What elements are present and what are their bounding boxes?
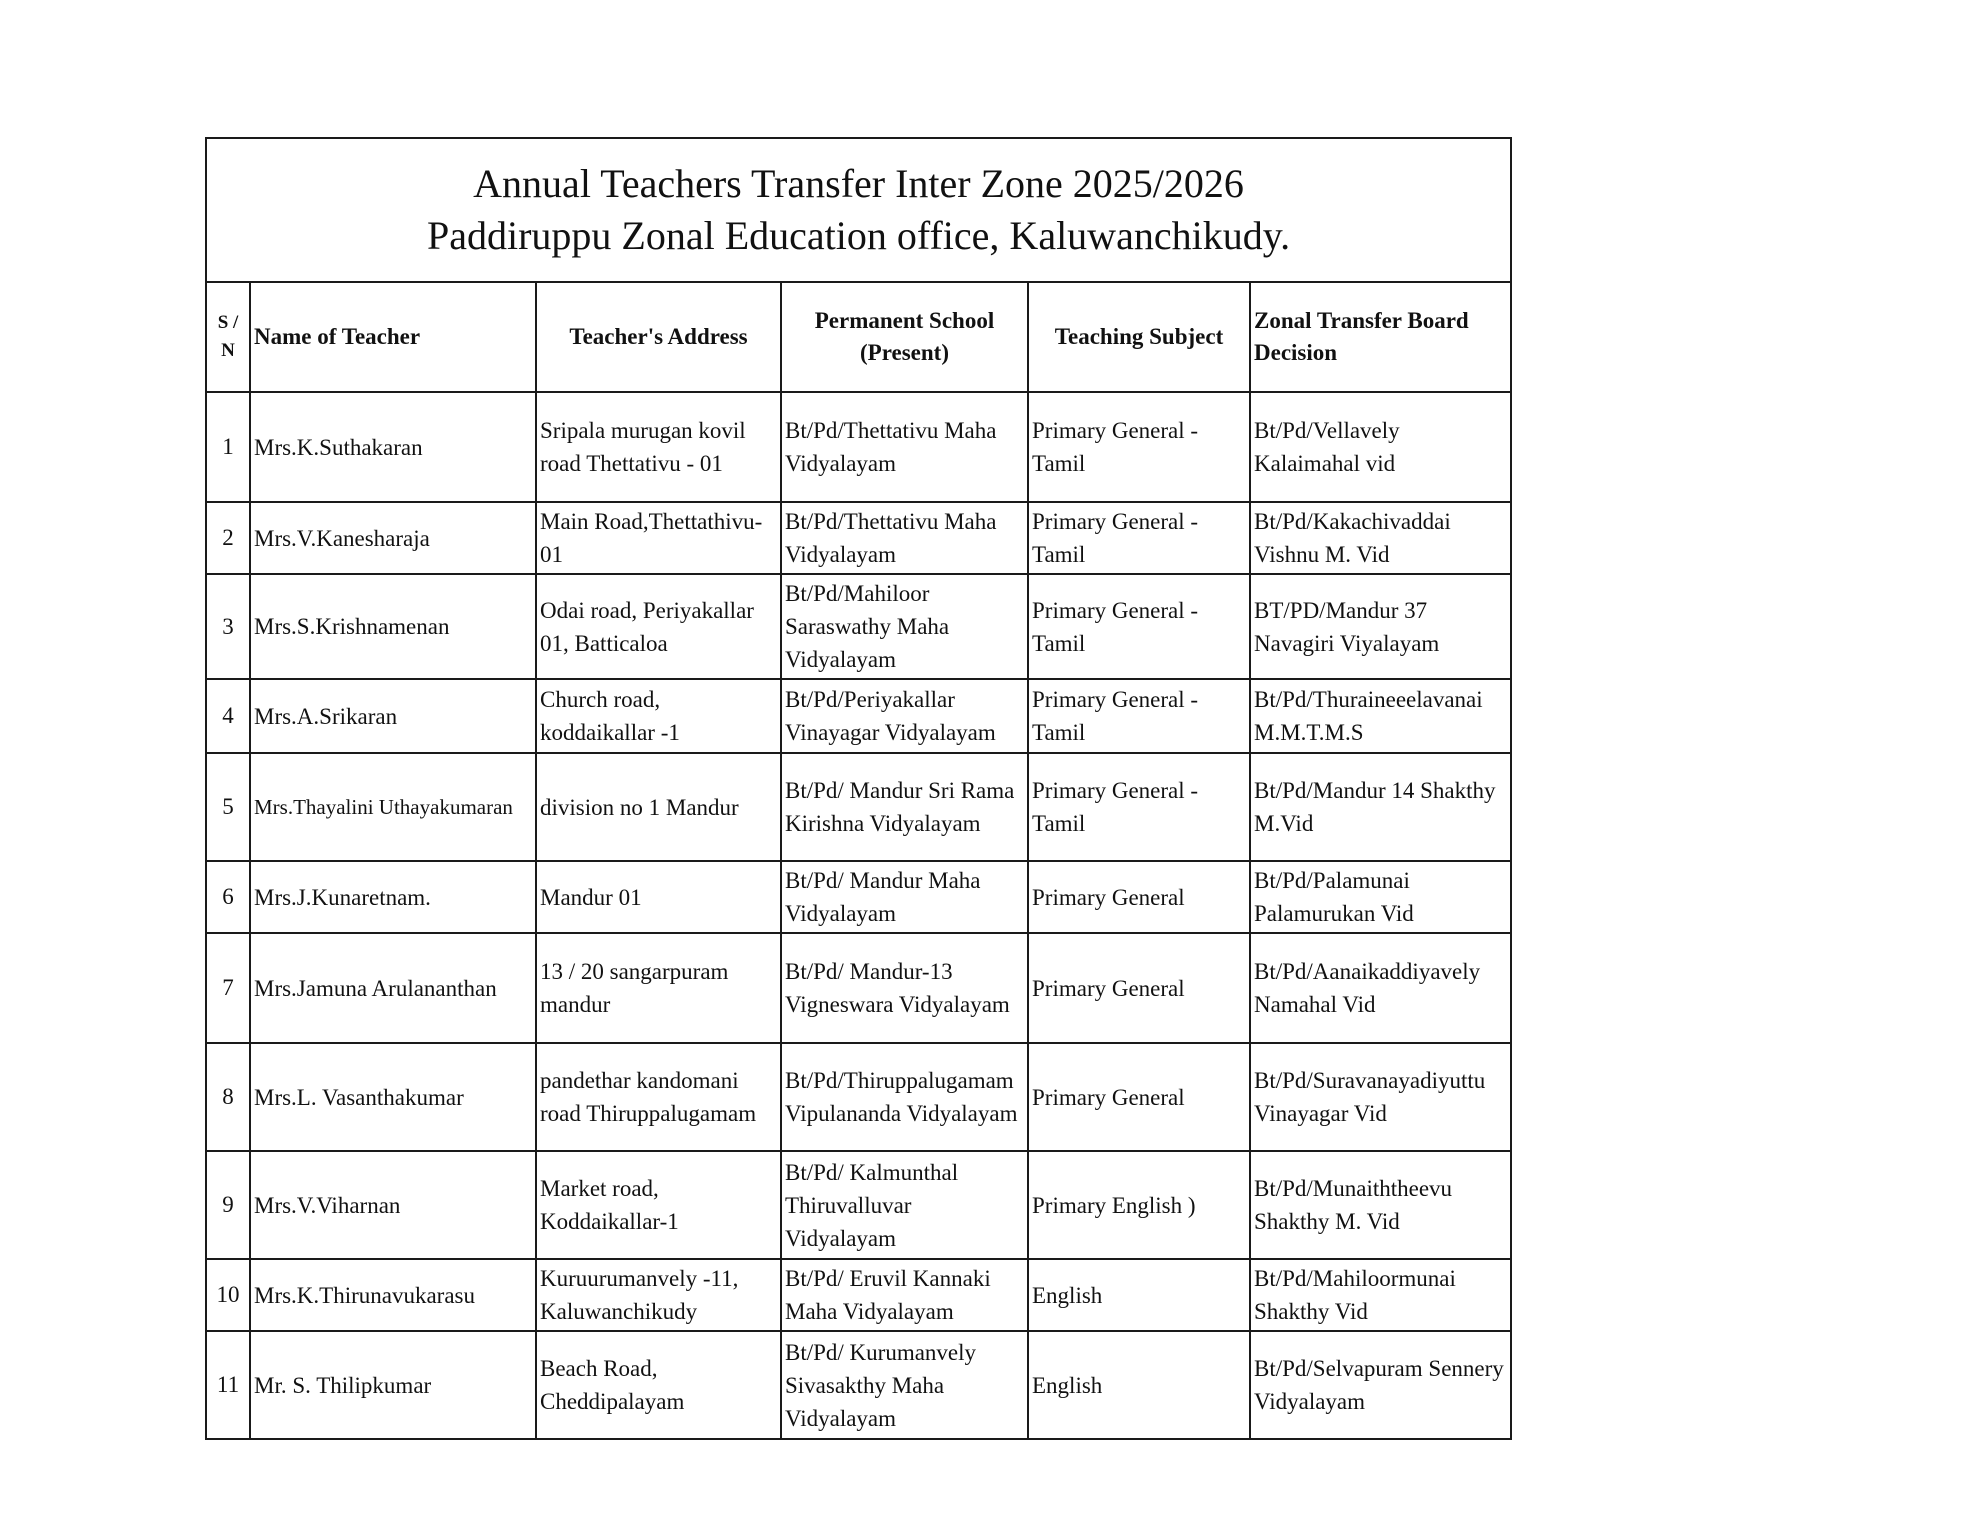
table-row	[206, 1331, 1511, 1439]
row-teacher-name: Mr. S. Thilipkumar	[250, 1331, 536, 1439]
header-decision: Zonal Transfer Board Decision	[1250, 282, 1511, 392]
table-row	[206, 574, 1511, 679]
row-sn: 11	[206, 1331, 250, 1439]
row-permanent-school: Bt/Pd/Thettativu Maha Vidyalayam	[781, 502, 1028, 574]
row-teacher-address: 13 / 20 sangarpuram mandur	[536, 933, 781, 1043]
row-permanent-school: Bt/Pd/Periyakallar Vinayagar Vidyalayam	[781, 679, 1028, 753]
table-row	[206, 679, 1511, 753]
row-teacher-name: Mrs.J.Kunaretnam.	[250, 861, 536, 933]
row-permanent-school: Bt/Pd/ Mandur-13 Vigneswara Vidyalayam	[781, 933, 1028, 1043]
row-decision: Bt/Pd/Vellavely Kalaimahal vid	[1250, 392, 1511, 502]
row-teaching-subject: Primary General - Tamil	[1028, 753, 1250, 861]
table-row	[206, 861, 1511, 933]
table-row	[206, 502, 1511, 574]
header-permanent-school: Permanent School (Present)	[781, 282, 1028, 392]
row-decision: Bt/Pd/Aanaikaddiyavely Namahal Vid	[1250, 933, 1511, 1043]
row-teacher-address: Sripala murugan kovil road Thettativu - 01	[536, 392, 781, 502]
row-teaching-subject: English	[1028, 1259, 1250, 1331]
row-teaching-subject: Primary General - Tamil	[1028, 574, 1250, 679]
row-teacher-address: division no 1 Mandur	[536, 753, 781, 861]
row-decision: Bt/Pd/Munaiththeevu Shakthy M. Vid	[1250, 1151, 1511, 1259]
row-teaching-subject: Primary General	[1028, 861, 1250, 933]
table-header-row	[206, 282, 1511, 392]
table-row	[206, 753, 1511, 861]
row-teacher-name: Mrs.S.Krishnamenan	[250, 574, 536, 679]
row-teacher-name: Mrs.V.Viharnan	[250, 1151, 536, 1259]
row-permanent-school: Bt/Pd/ Mandur Sri Rama Kirishna Vidyalayam	[781, 753, 1028, 861]
row-sn: 2	[206, 502, 250, 574]
row-permanent-school: Bt/Pd/ Kurumanvely Sivasakthy Maha Vidyalayam	[781, 1331, 1028, 1439]
row-teacher-name: Mrs.K.Thirunavukarasu	[250, 1259, 536, 1331]
row-sn: 10	[206, 1259, 250, 1331]
transfer-table	[205, 137, 1512, 1440]
row-decision: Bt/Pd/Suravanayadiyuttu Vinayagar Vid	[1250, 1043, 1511, 1151]
row-permanent-school: Bt/Pd/ Eruvil Kannaki Maha Vidyalayam	[781, 1259, 1028, 1331]
row-teaching-subject: Primary General	[1028, 1043, 1250, 1151]
row-permanent-school: Bt/Pd/Thettativu Maha Vidyalayam	[781, 392, 1028, 502]
row-sn: 5	[206, 753, 250, 861]
row-sn: 9	[206, 1151, 250, 1259]
row-teacher-name: Mrs.V.Kanesharaja	[250, 502, 536, 574]
row-permanent-school: Bt/Pd/ Mandur Maha Vidyalayam	[781, 861, 1028, 933]
header-name: Name of Teacher	[250, 282, 536, 392]
header-subject: Teaching Subject	[1028, 282, 1250, 392]
row-decision: Bt/Pd/Palamunai Palamurukan Vid	[1250, 861, 1511, 933]
table-row	[206, 1151, 1511, 1259]
row-sn: 1	[206, 392, 250, 502]
title-line-2: Paddiruppu Zonal Education office, Kaluwanchikudy.	[426, 213, 1291, 258]
row-teaching-subject: Primary General - Tamil	[1028, 679, 1250, 753]
transfer-document	[205, 137, 1510, 1440]
table-row	[206, 392, 1511, 502]
row-sn: 8	[206, 1043, 250, 1151]
row-decision: Bt/Pd/Kakachivaddai Vishnu M. Vid	[1250, 502, 1511, 574]
row-decision: Bt/Pd/Mandur 14 Shakthy M.Vid	[1250, 753, 1511, 861]
title-line-1: Annual Teachers Transfer Inter Zone 2025/2026	[473, 161, 1244, 206]
row-teacher-address: Main Road,Thettathivu-01	[536, 502, 781, 574]
header-sn: S / N	[206, 282, 250, 392]
row-teacher-name: Mrs.Jamuna Arulananthan	[250, 933, 536, 1043]
row-permanent-school: Bt/Pd/ Kalmunthal Thiruvalluvar Vidyalayam	[781, 1151, 1028, 1259]
row-teacher-address: Odai road, Periyakallar 01, Batticaloa	[536, 574, 781, 679]
row-teaching-subject: English	[1028, 1331, 1250, 1439]
row-teacher-name: Mrs.L. Vasanthakumar	[250, 1043, 536, 1151]
row-teaching-subject: Primary General - Tamil	[1028, 392, 1250, 502]
row-sn: 4	[206, 679, 250, 753]
row-teacher-name: Mrs.A.Srikaran	[250, 679, 536, 753]
row-teacher-address: Mandur 01	[536, 861, 781, 933]
row-teaching-subject: Primary General - Tamil	[1028, 502, 1250, 574]
row-teacher-address: Market road, Koddaikallar-1	[536, 1151, 781, 1259]
row-teaching-subject: Primary General	[1028, 933, 1250, 1043]
row-teaching-subject: Primary English )	[1028, 1151, 1250, 1259]
row-teacher-address: Kuruurumanvely -11, Kaluwanchikudy	[536, 1259, 781, 1331]
row-permanent-school: Bt/Pd/Thiruppalugamam Vipulananda Vidyalayam	[781, 1043, 1028, 1151]
row-decision: Bt/Pd/Selvapuram Sennery Vidyalayam	[1250, 1331, 1511, 1439]
row-teacher-name: Mrs.K.Suthakaran	[250, 392, 536, 502]
document-title	[206, 138, 1511, 282]
row-permanent-school: Bt/Pd/Mahiloor Saraswathy Maha Vidyalayam	[781, 574, 1028, 679]
row-sn: 3	[206, 574, 250, 679]
row-sn: 6	[206, 861, 250, 933]
row-teacher-name: Mrs.Thayalini Uthayakumaran	[250, 753, 536, 861]
row-sn: 7	[206, 933, 250, 1043]
table-row	[206, 933, 1511, 1043]
row-decision: Bt/Pd/Mahiloormunai Shakthy Vid	[1250, 1259, 1511, 1331]
table-row	[206, 1043, 1511, 1151]
row-teacher-address: Church road, koddaikallar -1	[536, 679, 781, 753]
row-decision: BT/PD/Mandur 37 Navagiri Viyalayam	[1250, 574, 1511, 679]
row-teacher-address: pandethar kandomani road Thiruppalugamam	[536, 1043, 781, 1151]
row-decision: Bt/Pd/Thuraineeelavanai M.M.T.M.S	[1250, 679, 1511, 753]
table-row	[206, 1259, 1511, 1331]
header-address: Teacher's Address	[536, 282, 781, 392]
row-teacher-address: Beach Road, Cheddipalayam	[536, 1331, 781, 1439]
